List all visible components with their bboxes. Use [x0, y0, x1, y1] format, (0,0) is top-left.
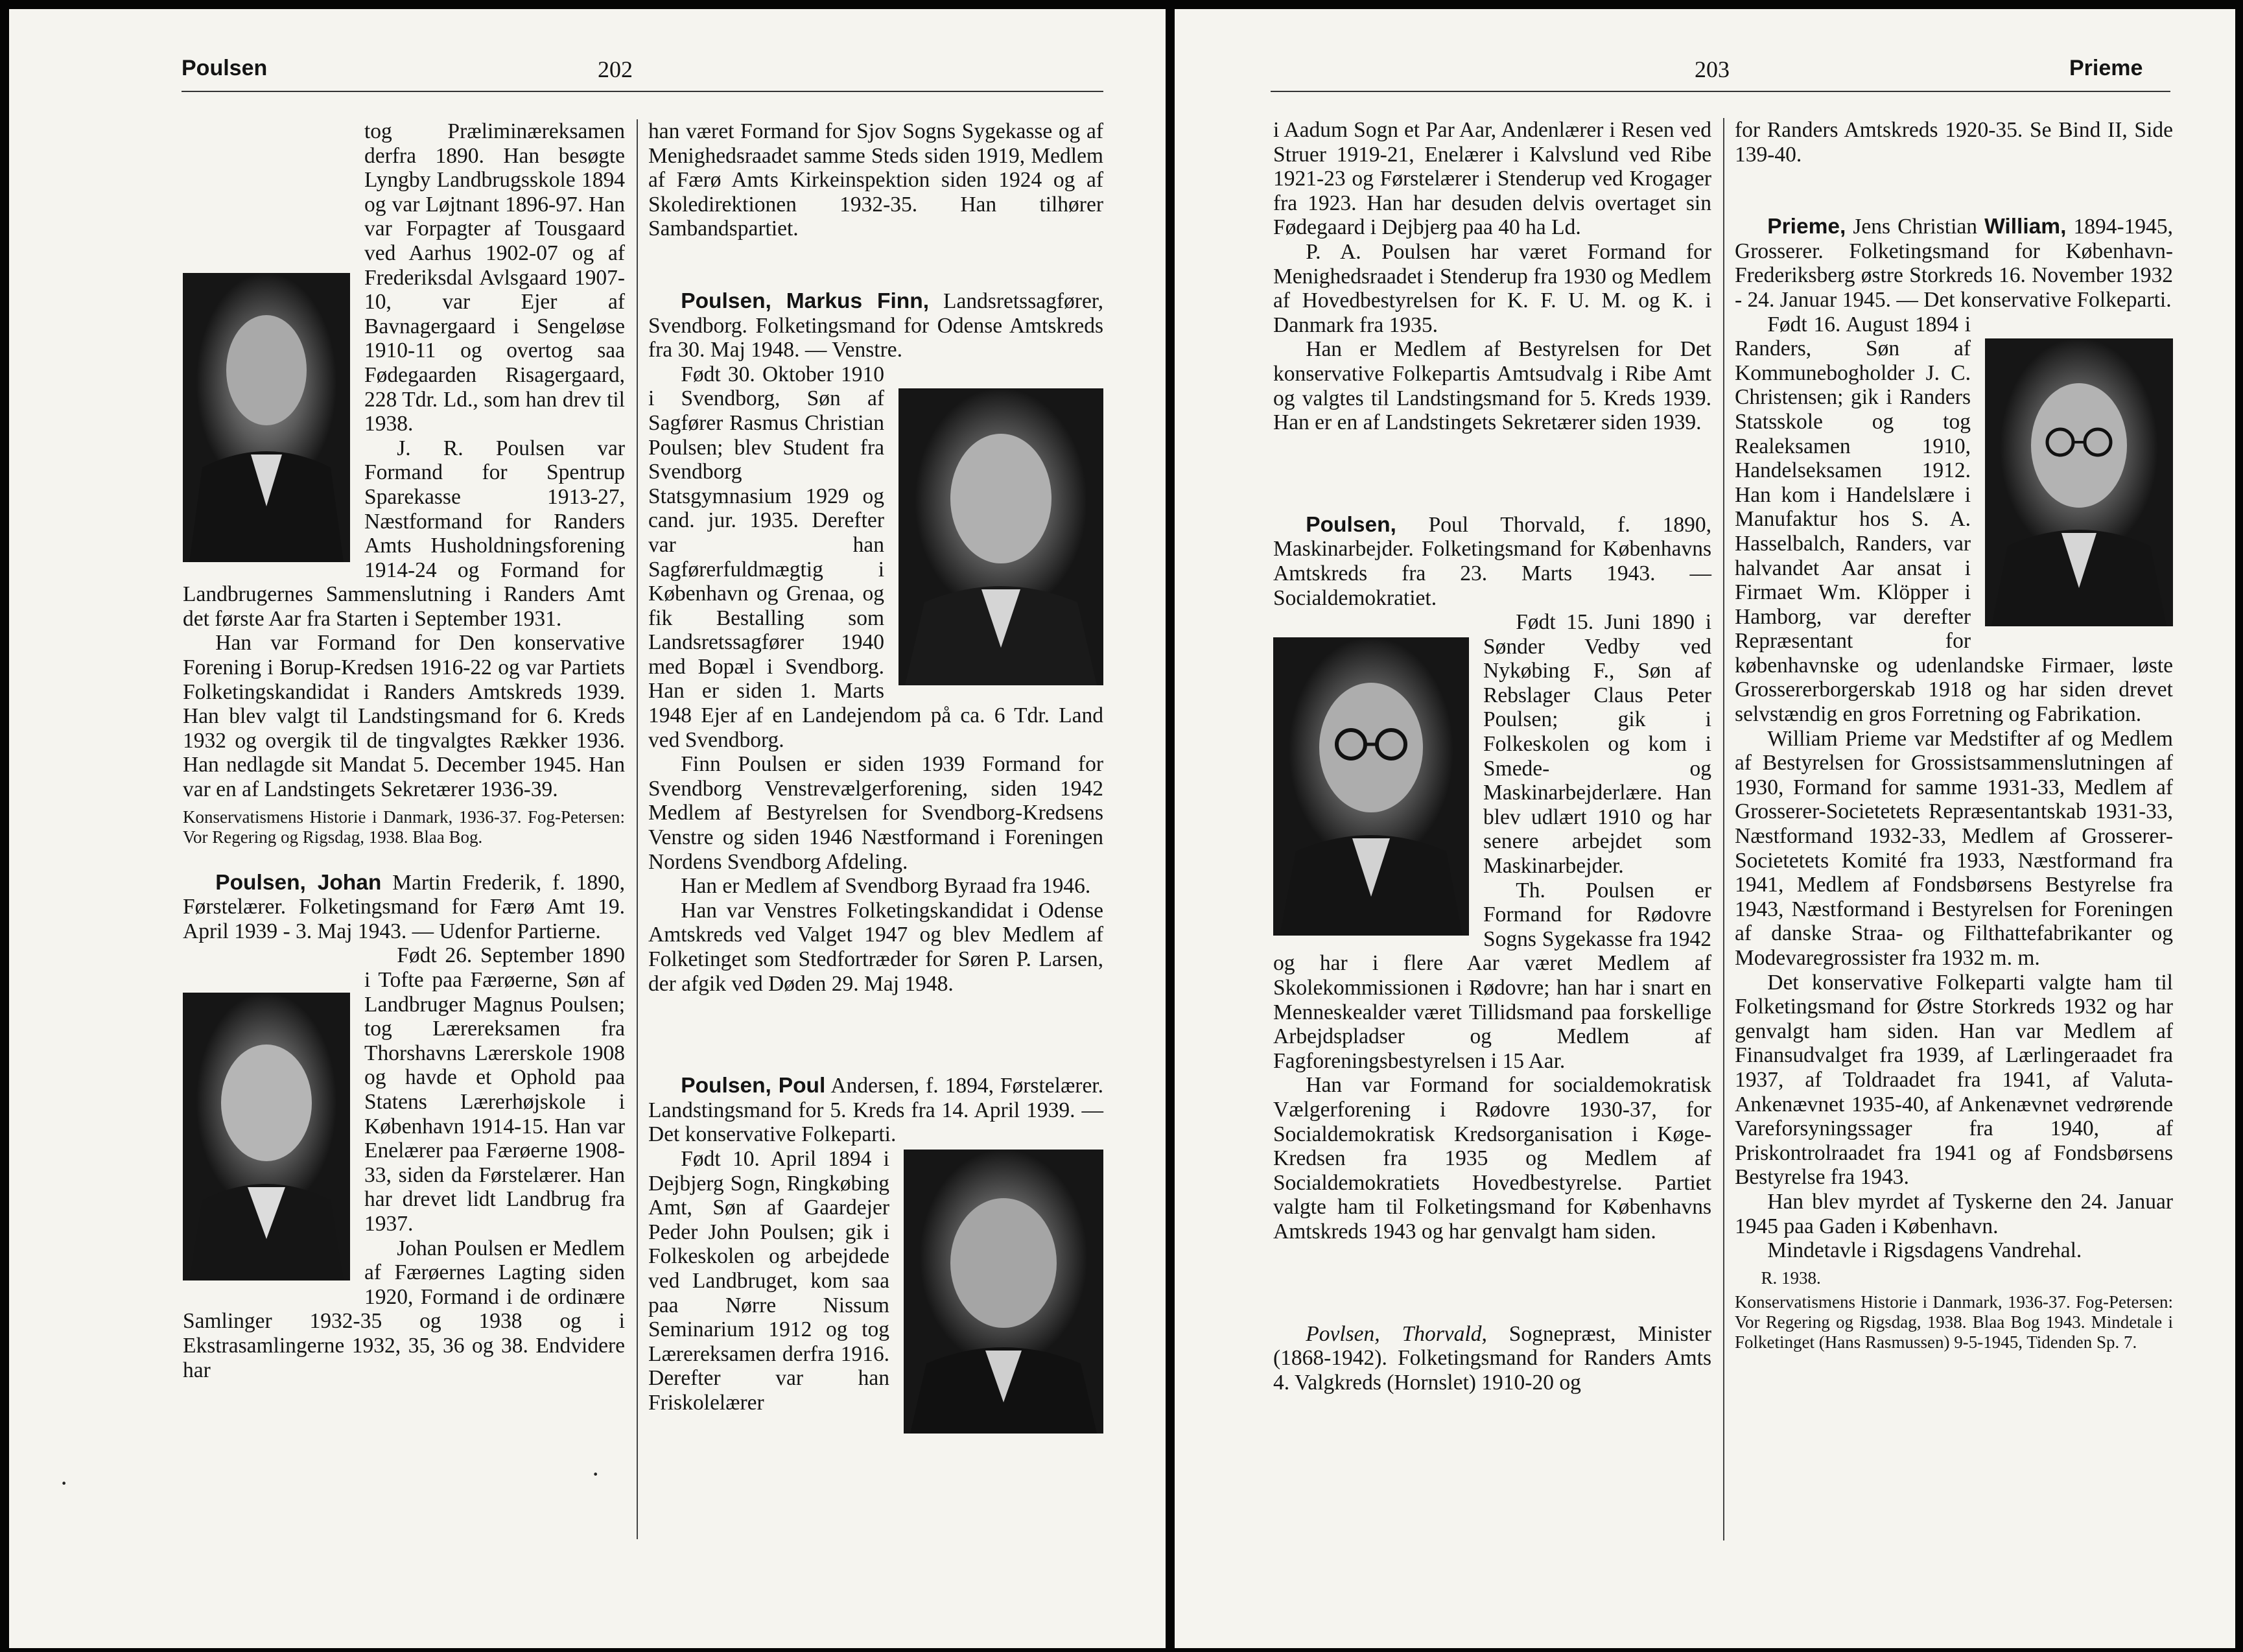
- column-rule: [637, 119, 638, 1539]
- entry-name: Poulsen, Markus Finn,: [681, 289, 929, 313]
- paragraph: Han var Venstres Folketingskandidat i Odense Amtskreds ved Valget 1947 og blev Medlem af Folketinget som Stedfortræder for Søren P. Larsen, der afgik ved Døden 29. Maj 1948.: [648, 898, 1103, 996]
- entry-heading-poul-thorvald-poulsen: [1273, 513, 1711, 610]
- portrait-photo-j-r-poulsen: [183, 273, 350, 562]
- portrait-photo-poul-andersen-poulsen: [904, 1150, 1103, 1434]
- entry-name: Prieme,: [1767, 215, 1846, 239]
- margin-mark: ·: [591, 1459, 600, 1489]
- portrait-photo-markus-finn-poulsen: [898, 388, 1103, 685]
- right-column-1: [1273, 118, 1711, 1395]
- entry-name: Poulsen,: [1306, 512, 1396, 537]
- sources-note: Konservatismens Historie i Danmark, 1936-37. Fog-Petersen: Vor Regering og Rigsdag, 1938. Blaa Bog 1943. Mindetale i Folketinget (Hans Rasmussen) 9-5-1945, Tidenden Sp. 7.: [1735, 1292, 2173, 1352]
- entry-name: Poulsen, Poul: [681, 1074, 826, 1098]
- portrait-photo-johan-poulsen: [183, 993, 350, 1280]
- header-rule: [182, 91, 1103, 92]
- running-head-name: Prieme: [2069, 56, 2143, 80]
- entry-given-names: Jens Christian: [1846, 215, 1985, 239]
- entry-lead: Sognepræst, Minister (1868-1942). Folketingsmand for Randers Amts 4. Valgkreds (Hornslet) 1910-20 og: [1273, 1321, 1711, 1395]
- paragraph: Han var Formand for socialdemokratisk Vælgerforening i Rødovre 1930-37, for Socialdemokratisk Kredsorganisation i Køge-Kredsen fra 1935 og Medlem af Socialdemokratiets Hovedbestyrelse. Partiet valgte ham til Folketingsmand for Københavns Amtskreds 1943 og har genvalgt ham siden.: [1273, 1073, 1711, 1244]
- running-head-name: Poulsen: [182, 56, 268, 80]
- column-rule: [1723, 118, 1724, 1540]
- header-rule: [1271, 91, 2170, 92]
- entry-heading-thorvald-povlsen: [1273, 1322, 1711, 1395]
- paragraph: i Aadum Sogn et Par Aar, Andenlærer i Resen ved Struer 1919-21, Enelærer i Kalvslund ved Ribe 1921-23 og Førstelærer i Stenderup ved Krogager fra 1923. Han har desuden delvis overtaget sin Fødegaard i Dejbjerg paa 40 ha Ld.: [1273, 118, 1711, 240]
- paragraph: Han blev myrdet af Tyskerne den 24. Januar 1945 paa Gaden i København.: [1735, 1189, 2173, 1238]
- right-column-2: [1735, 118, 2173, 1352]
- paragraph: Født 16. August 1894 i Randers, Søn af Kommunebogholder J. C. Christensen; gik i Randers Statsskole og tog Realeksamen 1910, Handelseksamen 1912. Han kom i Handelslære i Manufaktur hos S. A. Hasselbalch, Randers, var halvandet Aar ansat i Firmaet Wm. Klöpper i Hamborg, var derefter Repræsentant for københavnske og udenlandske Firmaer, løste Grossererborgerskab 1918 og har siden drevet selvstændig en gros Forretning og Fabrikation.: [1735, 312, 2173, 727]
- right-page: [1175, 9, 2235, 1648]
- paragraph: Det konservative Folkeparti valgte ham til Folketingsmand for Østre Storkreds 1932 og har genvalgt ham siden. Han var Medlem af Finansudvalget fra 1939, af Lærlingeraadet fra 1937, af Toldraadet fra 1941, af Valuta-Ankenævnet 1935-40, af Ankenævnet vedrørende Vareforsyningssager fra 1940, af Priskontrolraadet fra 1941 og af Fondsbørsens Bestyrelse fra 1943.: [1735, 970, 2173, 1190]
- page-number: 202: [598, 56, 633, 82]
- entry-heading-william-prieme: [1735, 215, 2173, 312]
- entry-lead: Martin Frederik, f. 1890, Førstelærer. Folketingsmand for Færø Amt 19. April 1939 - 3. Maj 1943. — Udenfor Partierne.: [183, 870, 625, 943]
- paragraph: Født 15. Juni 1890 i Sønder Vedby ved Nykøbing F., Søn af Rebslager Claus Peter Poulsen; gik i Folkeskolen og kom i Smede- og Maskinarbejderlære. Han blev udlært 1910 og har senere arbejdet som Maskinarbejder.: [1483, 610, 1711, 879]
- paragraph: for Randers Amtskreds 1920-35. Se Bind II, Side 139-40.: [1735, 118, 2173, 167]
- left-column-2: [648, 119, 1103, 1440]
- page-number: 203: [1695, 56, 1730, 82]
- paragraph: Født 10. April 1894 i Dejbjerg Sogn, Ringkøbing Amt, Søn af Gaardejer Peder John Poulsen; gik i Folkeskolen og arbejdede ved Landbruget, kom saa paa Nørre Nissum Seminarium 1912 og tog Lærereksamen derfra 1916. Derefter var han Friskolelærer: [648, 1146, 889, 1415]
- left-page: [9, 9, 1166, 1648]
- entry-heading-johan-poulsen: [183, 871, 625, 944]
- entry-heading-poul-andersen-poulsen: [648, 1074, 1103, 1147]
- entry-heading-markus-finn-poulsen: [648, 289, 1103, 362]
- left-column-1: [183, 119, 625, 1382]
- paragraph: J. R. Poulsen var Formand for Spentrup Sparekasse 1913-27, Næstformand for Randers Amts Husholdningsforening 1914-24 og Formand for Landbrugernes Sammenslutning i Randers Amt det første Aar fra Starten i September 1931.: [183, 436, 625, 631]
- paragraph: Han er Medlem af Bestyrelsen for Det konservative Folkepartis Amtsudvalg i Ribe Amt og valgtes til Landstingsmand for 5. Kreds 1939. Han er en af Landstingets Sekretærer siden 1939.: [1273, 337, 1711, 435]
- paragraph: Født 30. Oktober 1910 i Svendborg, Søn af Sagfører Rasmus Christian Poulsen; blev Student fra Svendborg Statsgymnasium 1929 og cand. jur. 1935. Derefter var han Sagførerfuldmægtig i København og Grenaa, og fik Bestalling som Landsretssagfører 1940 med Bopæl i Svendborg. Han er siden 1. Marts 1948 Ejer af en Landejendom på ca. 6 Tdr. Land ved Svendborg.: [648, 362, 1103, 752]
- margin-mark: ·: [60, 1469, 69, 1498]
- paragraph: han været Formand for Sjov Sogns Sygekasse og af Menighedsraadet samme Steds siden 1919, Medlem af Færø Amts Kirkeinspektion siden 1924 og af Skoledirektionen 1932-35. Han tilhører Sambandspartiet.: [648, 119, 1103, 241]
- entry-name: Povlsen, Thorvald,: [1306, 1321, 1487, 1346]
- paragraph: Han er Medlem af Svendborg Byraad fra 1946.: [681, 874, 1091, 899]
- paragraph: Th. Poulsen er Formand for Rødovre Sogns Sygekasse fra 1942 og har i flere Aar været Medlem af Skolekommissionen i Rødovre; han har i snart en Menneskealder været Tillidsmand paa forskellige Arbejdspladser og Medlem af Fagforeningsbestyrelsen i 15 Aar.: [1273, 878, 1711, 1073]
- paragraph: Finn Poulsen er siden 1939 Formand for Svendborg Venstrevælgerforening, siden 1942 Medlem af Bestyrelsen for Svendborg-Kredsens Venstre og siden 1946 Næstformand i Foreningen Nordens Svendborg Afdeling.: [648, 752, 1103, 874]
- paragraph: William Prieme var Medstifter af og Medlem af Bestyrelsen for Grossistsammenslutningen af 1930, Formand for samme 1931-33, Medlem af Grosserer-Societetets Repræsentantskab 1931-33, Næstformand 1932-33, Medlem af Grosserer-Societetets Komité fra 1933, Næstformand fra 1941, Medlem af Fondsbørsens Bestyrelse fra 1943, Næstformand i Bestyrelsen for Foreningen af danske Straa- og Filthattefabrikanter og Modevaregrossister fra 1932 m. m.: [1735, 726, 2173, 970]
- entry-name: Poulsen, Johan: [215, 870, 382, 895]
- entry-lead: 1894-1945, Grosserer. Folketingsmand for København-Frederiksberg østre Storkreds 16. November 1932 - 24. Januar 1945. — Det konservative Folkeparti.: [1735, 215, 2173, 312]
- portrait-photo-william-prieme: [1985, 338, 2173, 626]
- paragraph: R. 1938.: [1761, 1268, 1821, 1288]
- paragraph: Han var Formand for Den konservative Forening i Borup-Kredsen 1916-22 og var Partiets Folketingskandidat i Randers Amtskreds 1939. Han blev valgt til Landstingsmand for 6. Kreds 1932 og overgik til de tingvalgtes Rækker 1936. Han nedlagde sit Mandat 5. December 1945. Han var en af Landstingets Sekretærer 1936-39.: [183, 631, 625, 802]
- entry-lead: Andersen, f. 1894, Førstelærer. Landstingsmand for 5. Kreds fra 14. April 1939. — Det konservative Folkeparti.: [648, 1074, 1103, 1147]
- portrait-photo-poul-thorvald-poulsen: [1273, 637, 1469, 936]
- paragraph: Mindetavle i Rigsdagens Vandrehal.: [1767, 1238, 2082, 1263]
- paragraph: P. A. Poulsen har været Formand for Menighedsraadet i Stenderup fra 1930 og Medlem af Hovedbestyrelsen for K. F. U. M. og K. i Danmark fra 1935.: [1273, 239, 1711, 337]
- entry-call-name: William,: [1984, 215, 2067, 239]
- paragraph: Født 26. September 1890 i Tofte paa Færøerne, Søn af Landbruger Magnus Poulsen; tog Lærereksamen fra Thorshavns Lærerskole 1908 og havde et Ophold paa Statens Lærerhøjskole i København 1914-15. Han var Enelærer paa Færøerne 1908-33, siden da Førstelærer. Han har drevet lidt Landbrug fra 1937.: [364, 943, 625, 1236]
- entry-lead: Landsretssagfører, Svendborg. Folketingsmand for Odense Amtskreds fra 30. Maj 1948. — Venstre.: [648, 289, 1103, 362]
- sources-note: Konservatismens Historie i Danmark, 1936-37. Fog-Petersen: Vor Regering og Rigsdag, 1938. Blaa Bog.: [183, 807, 625, 847]
- paragraph: Johan Poulsen er Medlem af Færøernes Lagting siden 1920, Formand i de ordinære Samlinger 1932-35 og 1938 og i Ekstrasamlingerne 1932, 35, 36 og 38. Endvidere har: [183, 1236, 625, 1382]
- paragraph: tog Præliminæreksamen derfra 1890. Han besøgte Lyngby Landbrugsskole 1894 og var Løjtnant 1896-97. Han var Forpagter af Tousgaard ved Aarhus 1902-07 og af Frederiksdal Avlsgaard 1907-10, var Ejer af Bavnagergaard i Sengeløse 1910-11 og overtog saa Fødegaarden Risagergaard, 228 Tdr. Ld., som han drev til 1938.: [364, 119, 625, 436]
- entry-lead: Poul Thorvald, f. 1890, Maskinarbejder. Folketingsmand for Københavns Amtskreds fra 23. Marts 1943. — Socialdemokratiet.: [1273, 512, 1711, 610]
